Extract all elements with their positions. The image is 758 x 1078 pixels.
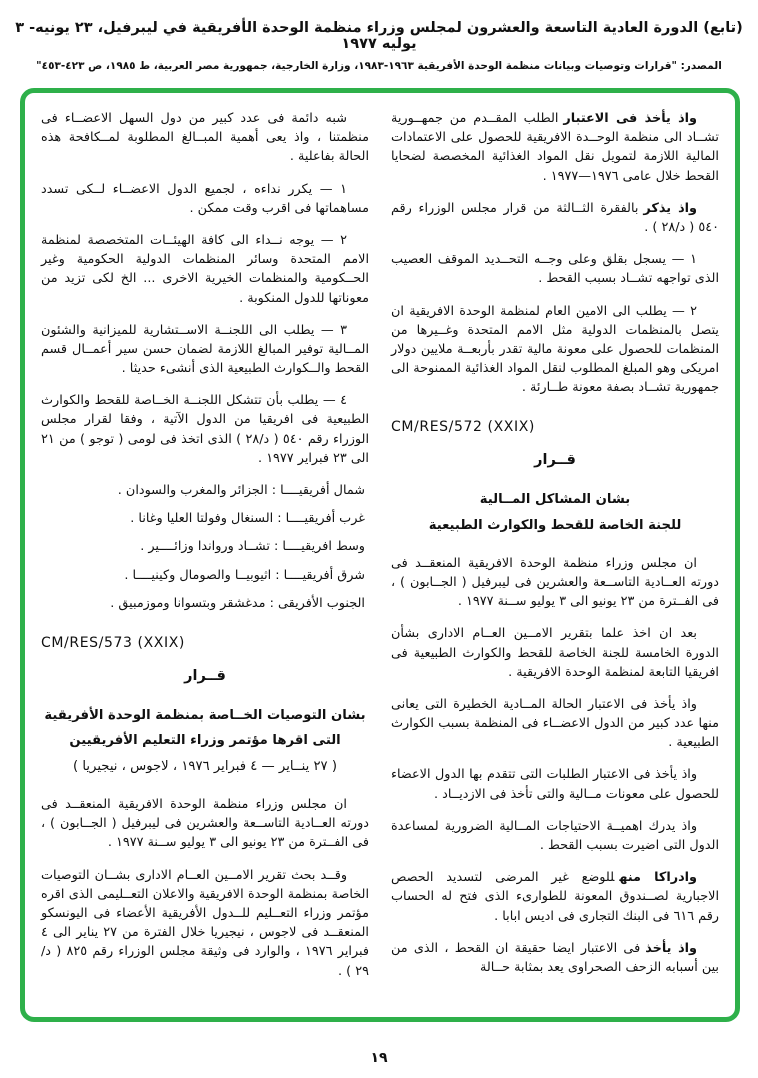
region-line: وسط افريقيــــا : تشــاد ورواندا وزائــــير . xyxy=(140,539,365,555)
page-number: ١٩ xyxy=(370,1050,388,1066)
numbered-item: ٤ — يطلب بأن تتشكل اللجنــة الخــاصة للقحط والكوارث الطبيعية فى افريقيا من الدول الآتية ، وفقا لقرار مجلس الوزراء رقم ٥٤٠ ( د/٢٨ ) الذى اتخذ فى لومى ( توجو ) من ٢١ الى ٢٣ فبراير ١٩٧٧ . xyxy=(41,393,369,466)
decision-subject-line: بشان التوصيات الخــاصة بمنظمة الوحدة الأفريقية xyxy=(44,707,366,723)
numbered-item: ٢ — يوجه نــداء الى كافة الهيئــات المتخصصة لمنظمة الامم المتحدة وسائر المنظمات الدولية الحكومية وغير الحــكومية والمنظمات الخيرية الاخرى ... الخ لكى تزيد من معوناتها للدول المنكوبة . xyxy=(41,232,369,306)
resolution-ref-573: CM/RES/573 (XXIX) xyxy=(41,634,185,651)
paragraph: ان مجلس وزراء منظمة الوحدة الافريقية المنعقــد فى دورته العــادية التاســعة والعشرين فى ليبرفيل ( الجــابون ) ، فى الفــترة من ٢٣ يونيو الى ٣ يوليو ســنة ١٩٧٧ . xyxy=(391,555,719,610)
paragraph xyxy=(391,868,719,926)
decision-heading: قــرار xyxy=(184,667,226,684)
document-source-line: المصدر: "قرارات وتوصيات وبيانات منظمة الوحدة الأفريقية ١٩٦٣-١٩٨٣، وزارة الخارجية، جمهورية مصر العربية، ط ١٩٨٥، ص ٤٢٣-٤٥٣" xyxy=(36,60,722,72)
paragraph: واذ يدرك اهميــة الاحتياجات المــالية الضرورية لمساعدة الدول التى اضيرت بسبب القحط . xyxy=(391,818,719,854)
resolution-ref-572: CM/RES/572 (XXIX) xyxy=(391,419,535,436)
paragraph xyxy=(391,109,719,186)
region-line: الجنوب الأفريقى : مدغشقر وبتسوانا وموزمبيق . xyxy=(110,595,365,611)
decision-subject-line: التى اقرها مؤتمر وزراء التعليم الأفريقيين xyxy=(69,733,341,749)
paragraph: واذ يأخذ فى الاعتبار الطلبات التى تتقدم بها الدول الاعضاء للحصول على معونات مــالية والتى تأخذ فى الازديــاد . xyxy=(391,767,719,802)
paragraph-lead: واذ يذكر xyxy=(643,200,697,216)
paragraph: بعد ان اخذ علما بتقرير الامــين العــام الادارى بشأن الدورة الخامسة للجنة الخاصة للقحط والكوارث الطبيعية فى افريقيا التابعة لمنظمة الوحدة الافريقية . xyxy=(391,626,719,680)
decision-subject-line: بشان المشاكل المــالية xyxy=(479,492,631,508)
document-title: (تابع) الدورة العادية التاسعة والعشرون لمجلس وزراء منظمة الوحدة الأفريقية في ليبرفيل، ٢٣ يونيه- ٣ يوليه ١٩٧٧ xyxy=(15,20,743,52)
column-right xyxy=(391,109,719,1009)
paragraph-text: فى الاعتبار ايضا حقيقة ان القحط ، الذى من بين أسبابه الزحف الصحراوى يعد بمثابة حــالة xyxy=(391,940,719,975)
decision-date-line: ( ٢٧ ينــاير — ٤ فبراير ١٩٧٦ ، لاجوس ، نيجيريا ) xyxy=(73,759,337,775)
regions-list xyxy=(41,481,369,613)
paragraph xyxy=(391,199,719,237)
page-header xyxy=(0,0,758,72)
region-line: غرب أفريقيــــا : السنغال وفولتا العليا وغانا . xyxy=(130,511,365,527)
paragraph-lead: واذ يأخذ فى الاعتبار xyxy=(563,111,697,126)
content-border-box xyxy=(20,88,740,1022)
region-line: شرق أفريقيــــا : اثيوبيــا والصومال وكينيــــا . xyxy=(124,567,365,583)
region-line: شمال أفريقيــــا : الجزائر والمغرب والسودان . xyxy=(117,483,365,498)
paragraph-lead: وادراكا منه xyxy=(619,870,697,886)
paragraph-text: الطلب المقــدم من جمهــورية تشــاد الى منظمة الوحــدة الافريقية للحصول على الاعتمادات المالية اللازمة لتمويل نقل المواد الغذائية المخصصة لضحايا القحط خلال عامى ١٩٧٦—١٩٧٧ . xyxy=(391,111,719,184)
paragraph: واذ يأخذ فى الاعتبار الحالة المــادية الخطيرة التى يعانى منها عدد كبير من الدول الاعضــاء فى المنظمة بسبب الكوارث الطبيعية . xyxy=(391,696,719,751)
decision-heading: قــرار xyxy=(534,452,576,469)
numbered-item: ٢ — يطلب الى الامين العام لمنظمة الوحدة الافريقية ان يتصل بالمنظمات الدولية مثل الامم المتحدة وغــيرها من المنظمات للحصول على معونة مالية تقدر بأربعــة ملايين دولار امريكى وهو المبلغ المطلوب لنقل المواد الغذائية الممنوحة الى جمهورية تشــاد بصفة معونة طــارئة . xyxy=(391,303,719,396)
column-left xyxy=(41,109,369,1009)
paragraph-lead: واذ يأخذ xyxy=(645,940,698,956)
paragraph: شبه دائمة فى عدد كبير من دول السهل الاعضــاء فى منظمتنا ، واذ يعى أهمية المبــالغ المطلوبة لمــكافحة هذه الحالة بفاعلية . xyxy=(41,111,369,165)
numbered-item: ١ — يسجل بقلق وعلى وجــه التحــديد الموقف العصيب الذى تواجهه تشــاد بسبب القحط . xyxy=(391,252,719,287)
paragraph: وقــد بحث تقرير الامــين العــام الادارى بشــان التوصيات الخاصة بمنظمة الوحدة الافريقية والاعلان التعــليمى الذى اقره مؤتمر وزراء التعــليم للــدول الأفريقية الأعضاء فى اليونسكو المنعقــد فى لاجوس ، نيجيريا خلال الفترة من ٢٧ يناير الى ٤ فبراير ١٩٧٦ ، والوارد فى وثيقة مجلس الوزراء رقم ٨٢٥ ( د/٢٩ ) . xyxy=(41,867,369,979)
numbered-item: ١ — يكرر نداءه ، لجميع الدول الاعضــاء لــكى تسدد مساهماتها فى اقرب وقت ممكن . xyxy=(41,181,369,216)
paragraph-text: للوضع غير المرضى لتسديد الحصص الاجبارية لصــندوق المعونة للطوارىء الذى فتح له الحساب رقم ٦١٦ فى البنك التجارى فى اديس ابابا . xyxy=(391,870,719,924)
paragraph: ان مجلس وزراء منظمة الوحدة الافريقية المنعقــد فى دورته العــادية التاســعة والعشرين فى ليبرفيل ( الجــابون ) ، فى الفــترة من ٢٣ يونيو الى ٣ يوليو ســنة ١٩٧٧ . xyxy=(41,797,369,851)
decision-subject-line: للجنة الخاصة للقحط والكوارث الطبيعية xyxy=(428,517,682,533)
numbered-item: ٣ — يطلب الى اللجنــة الاســتشارية للميزانية والشئون المــالية توفير المبالغ اللازمة لضمان حسن سير أعمــال قسم القحط والــكوارث الطبيعية الذى أنشىء حديثا . xyxy=(41,322,369,377)
two-column-layout xyxy=(41,109,719,1009)
paragraph xyxy=(391,939,719,977)
paragraph-text: بالفقرة الثــالثة من قرار مجلس الوزراء رقم ٥٤٠ ( د/٢٨ ) . xyxy=(391,200,719,235)
